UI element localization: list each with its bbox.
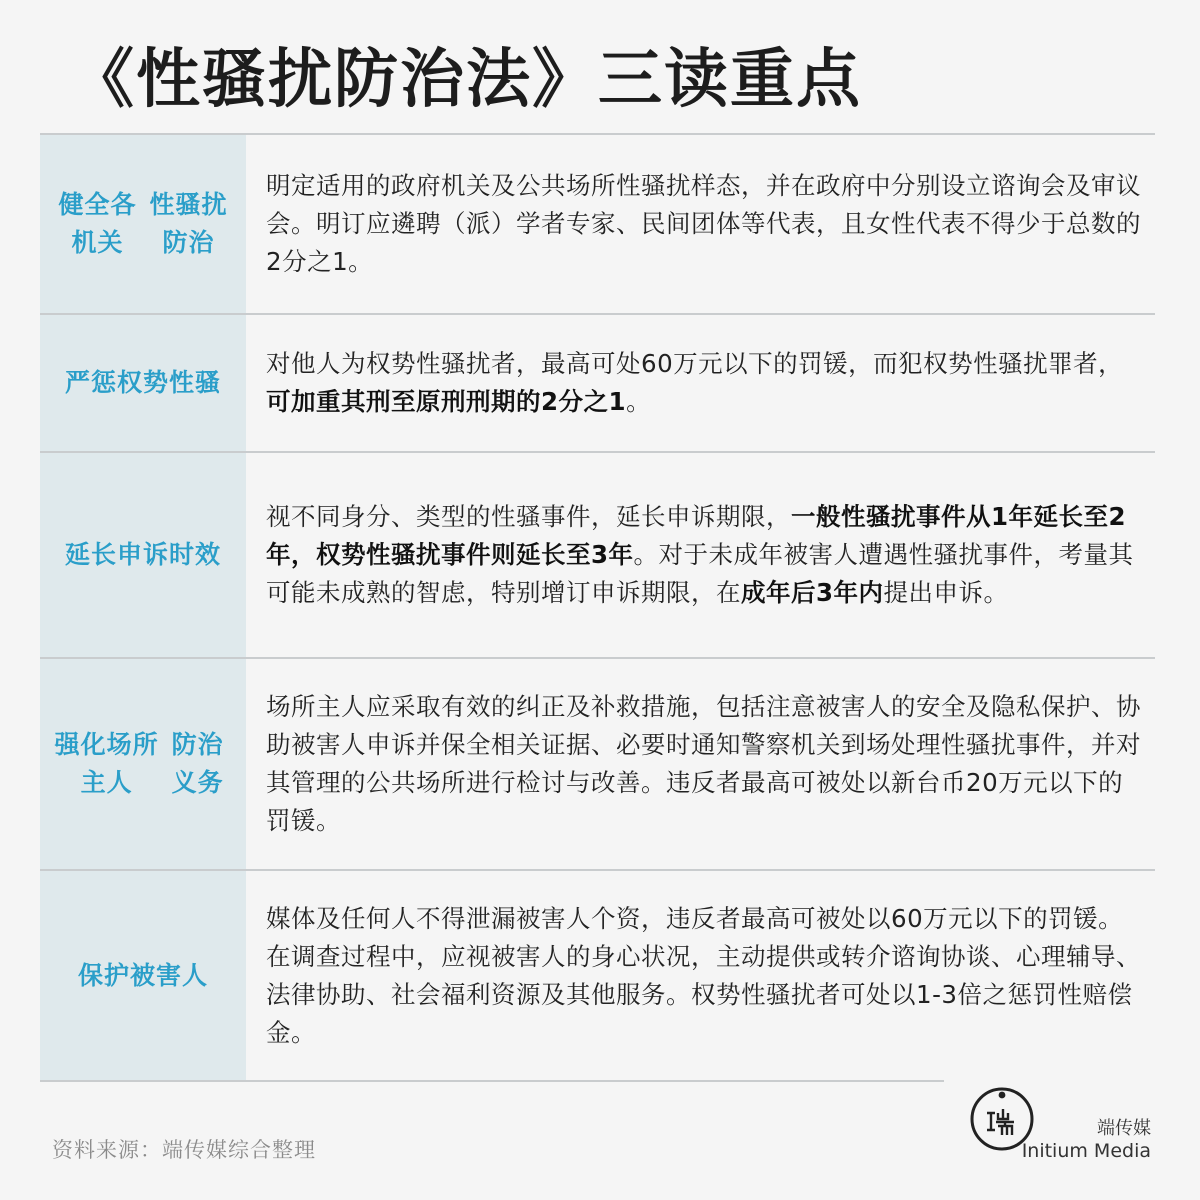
brand-name-en: Initium Media [1021, 1140, 1151, 1162]
row-content [246, 659, 1155, 869]
row-label-line: 防治义务 [171, 730, 224, 797]
row-label [40, 659, 246, 869]
row-content [246, 135, 1155, 313]
row-content [246, 315, 1155, 451]
row-label-line: 健全各机关 [58, 190, 137, 257]
content-text: 。对于未成年被害人遭遇性骚扰事件，考量其可能未成熟的智虑，特别增订申诉期限，在 [266, 540, 1134, 607]
table-row [40, 659, 1155, 871]
content-text-bold: 一般性骚扰事件从1年延长至2年，权势性骚扰事件则延长至3年 [266, 502, 1127, 569]
bottom-divider [40, 1080, 944, 1082]
content-text: 视不同身分、类型的性骚事件，延长申诉期限， [266, 502, 791, 531]
page-title: 《性骚扰防治法》三读重点 [70, 43, 862, 117]
row-label [40, 315, 246, 451]
row-label-line: 延长申诉时效 [64, 540, 221, 569]
content-text-bold: 可加重其刑至原刑刑期的2分之1 [266, 387, 627, 416]
row-content [246, 453, 1155, 657]
summary-table [40, 133, 1155, 1081]
content-text: 场所主人应采取有效的纠正及补救措施，包括注意被害人的安全及隐私保护、协助被害人申诉并保全相关证据、必要时通知警察机关到场处理性骚扰事件，并对其管理的公共场所进行检讨与改善。违反者最高可被处以新台币20万元以下的罚锾。 [266, 692, 1141, 835]
content-text: 。 [626, 387, 652, 416]
content-text: 对他人为权势性骚扰者，最高可处60万元以下的罚锾，而犯权势性骚扰罪者， [266, 349, 1124, 378]
table-row [40, 135, 1155, 315]
row-label-line: 性骚扰防治 [149, 190, 228, 257]
table-row [40, 315, 1155, 453]
table-row [40, 871, 1155, 1081]
row-label-line: 严惩权势性骚 [64, 368, 221, 397]
row-label-line: 强化场所主人 [54, 730, 159, 797]
row-label [40, 453, 246, 657]
table-row [40, 453, 1155, 659]
row-label-line: 保护被害人 [77, 961, 208, 990]
row-label [40, 135, 246, 313]
content-text: 提出申诉。 [883, 578, 1009, 607]
content-text: 明定适用的政府机关及公共场所性骚扰样态，并在政府中分别设立谘询会及审议会。明订应遴聘（派）学者专家、民间团体等代表，且女性代表不得少于总数的2分之1。 [266, 171, 1141, 276]
brand-name-cn: 端传媒 [1097, 1118, 1151, 1139]
content-text: 媒体及任何人不得泄漏被害人个资，违反者最高可被处以60万元以下的罚锾。在调查过程中，应视被害人的身心状况，主动提供或转介谘询协谈、心理辅导、法律协助、社会福利资源及其他服务。权势性骚扰者可处以1-3倍之惩罚性赔偿金。 [266, 904, 1141, 1047]
content-text-bold: 成年后3年内 [741, 578, 884, 607]
row-label [40, 871, 246, 1081]
source-note: 资料来源：端传媒综合整理 [52, 1138, 316, 1162]
row-content [246, 871, 1155, 1081]
